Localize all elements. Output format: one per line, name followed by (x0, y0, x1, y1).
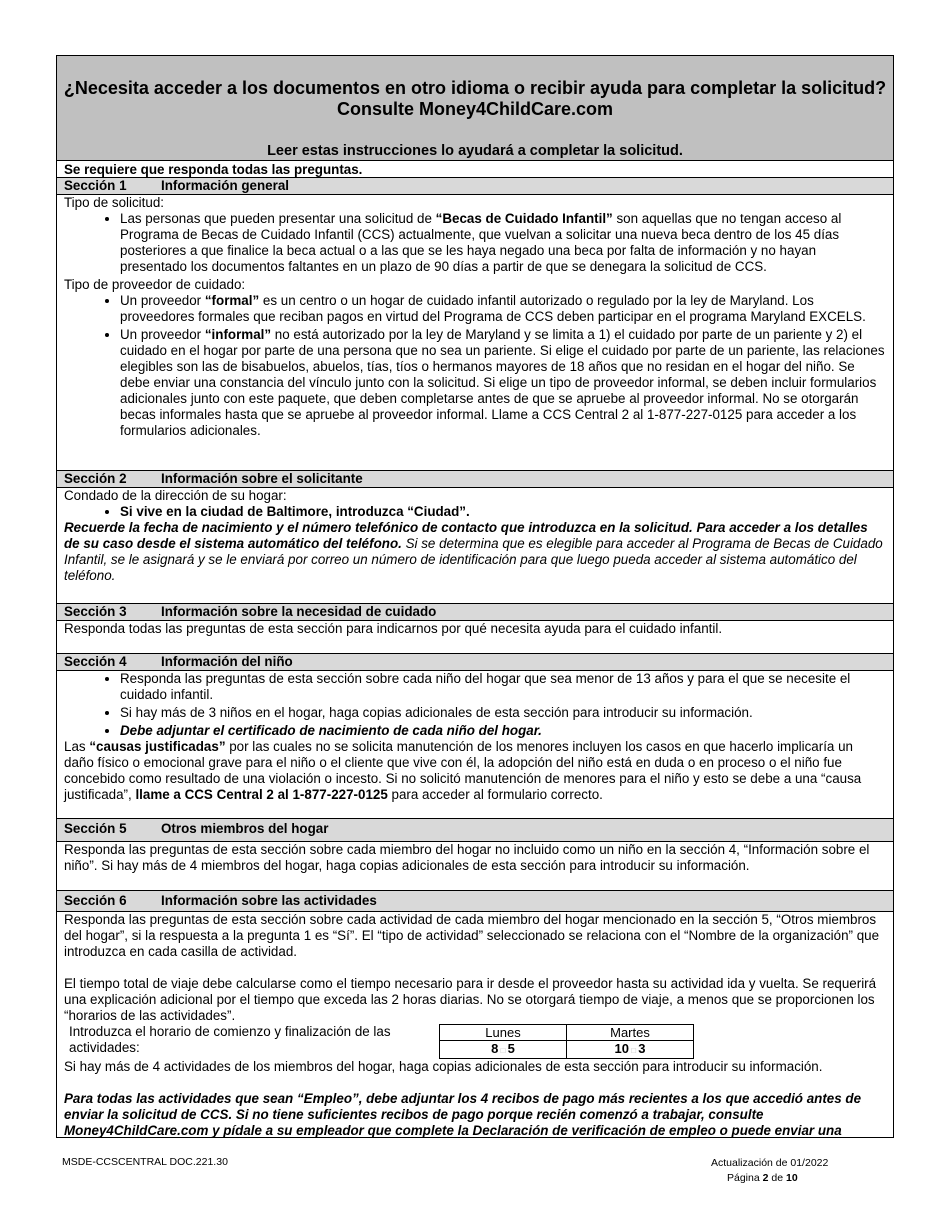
footer-doc-id: MSDE-CCSCENTRAL DOC.221.30 (62, 1156, 228, 1168)
causas-paragraph: Las “causas justificadas” por las cuales no se solicita manutención de los menores incluyen los casos en que hacerlo implicaría un daño físico o emocional grave para el niño o el cliente que vive con él, la adopción del niño está en duda o en proceso o el niño fue concebido como resultado de una violación o incesto. Si no solicitó manutención de menores para el niño y esto se debe a una “causa justificada”, llame a CCS Central 2 al 1-877-227-0125 para acceder al formulario correcto. (64, 739, 862, 802)
section-1-body (57, 195, 893, 471)
list-item: • Un proveedor “formal” es un centro o un hogar de cuidado infantil autorizado o regulado por la ley de Maryland. Los proveedores formales que reciban pagos en virtud del Programa de CCS deben participar en el programa Maryland EXCELS. (120, 293, 886, 325)
section-3-header (57, 604, 893, 621)
condado-label: Condado de la dirección de su hogar: (64, 488, 287, 503)
schedule-hours-tuesday: 10 □ 3 (567, 1041, 694, 1059)
section-5-body: Responda las preguntas de esta sección sobre cada miembro del hogar no incluido como un niño en la sección 4, “Información sobre el niño”. Si hay más de 4 miembros del hogar, haga copias adicionales de esta sección para introducir su información. (57, 842, 893, 891)
section-5-header (57, 819, 893, 842)
section-6-number: Sección 6 (64, 893, 127, 908)
section-1-title: Información general (161, 178, 289, 193)
section-2-title: Información sobre el solicitante (161, 471, 363, 486)
schedule-label: Introduzca el horario de comienzo y finalización de las actividades: (69, 1024, 391, 1055)
tipo-proveedor-label: Tipo de proveedor de cuidado: (64, 277, 246, 292)
footer-right (711, 1156, 828, 1186)
section-5-number: Sección 5 (64, 821, 127, 836)
list-item: • Si vive en la ciudad de Baltimore, introduzca “Ciudad”. (120, 504, 886, 520)
list-item: • Debe adjuntar el certificado de nacimiento de cada niño del hogar. (120, 723, 886, 739)
recuerde-paragraph: Recuerde la fecha de nacimiento y el número telefónico de contacto que introduzca en la solicitud. Para acceder a los detalles de su caso desde el sistema automático del teléfono. Si se determina que es elegible para acceder al Programa de Becas de Cuidado Infantil, se le asignará y se le enviará por correo un número de identificación para que luego pueda acceder al sistema automático del teléfono. (64, 520, 883, 583)
section-2-number: Sección 2 (64, 471, 127, 486)
header-subtitle: Leer estas instrucciones lo ayudará a completar la solicitud. (267, 143, 683, 159)
schedule-row (64, 1024, 886, 1059)
section-4-title: Información del niño (161, 654, 293, 669)
section-6-body: Responda las preguntas de esta sección sobre cada actividad de cada miembro del hogar mencionado en la sección 5, “Otros miembros del hogar”, si la respuesta a la pregunta 1 es “Sí”. El “tipo de actividad” seleccionado se relaciona con el “Nombre de la organización” que introduzca en cada casilla de actividad. El tiempo total de viaje debe calcularse como el tiempo necesario para ir desde el proveedor hasta su actividad ida y vuelta. Se requerirá una explicación adicional por el tiempo que exceda las 2 horas diarias. No se otorgará tiempo de viaje, a menos que se proporcionen los “horarios de las actividades”. Introduzca el horario de comienzo y finalización de las actividades: Lunes Martes 8 □ 5 10 □ 3 Si hay más de 4 actividades de los miembros del hogar, haga copias adicionales de esta sección para introducir su información. Para todas las actividades que sean “Empleo”, debe adjuntar los 4 recibos de pago más recientes a los que accedió antes de enviar la solicitud de CCS. Si no tiene suficientes recibos de pago porque recién comenzó a trabajar, consulte Money4ChildCare.com y pídale a su empleador que complete la Declaración de verificación de empleo o puede enviar una (57, 912, 893, 1138)
proveedor-list (64, 293, 886, 439)
section-3-title: Información sobre la necesidad de cuidado (161, 604, 437, 619)
section-6-title: Información sobre las actividades (161, 893, 377, 908)
section-2-header (57, 471, 893, 488)
section-2-body (57, 488, 893, 604)
schedule-day-tuesday: Martes (567, 1025, 694, 1041)
section-5-title: Otros miembros del hogar (161, 821, 329, 836)
footer-update: Actualización de 01/2022 (711, 1157, 829, 1169)
tipo-solicitud-label: Tipo de solicitud: (64, 195, 164, 210)
schedule-table (439, 1024, 694, 1059)
required-note: Se requiere que responda todas las preguntas. (57, 161, 893, 178)
list-item: • Si hay más de 3 niños en el hogar, haga copias adicionales de esta sección para introducir su información. (120, 705, 886, 721)
instructions-document (56, 55, 894, 1138)
section-1-number: Sección 1 (64, 178, 127, 193)
list-item: • Las personas que pueden presentar una solicitud de “Becas de Cuidado Infantil” son aquellas que no tengan acceso al Programa de Becas de Cuidado Infantil (CCS) actualmente, que vuelvan a solicitar una nueva beca dentro de los 45 días posteriores a que finalice la beca actual o a las que se les haya negado una beca por falta de información y no hayan presentado los documentos faltantes en un plazo de 90 días a partir de que se denegara la solicitud de CCS. (120, 211, 886, 275)
section-6-header (57, 891, 893, 912)
empleo-paragraph: Para todas las actividades que sean “Empleo”, debe adjuntar los 4 recibos de pago más recientes a los que accedió antes de enviar la solicitud de CCS. Si no tiene suficientes recibos de pago porque recién comenzó a trabajar, consulte Money4ChildCare.com y pídale a su empleador que complete la Declaración de verificación de empleo o puede enviar una (64, 1091, 862, 1138)
section-4-number: Sección 4 (64, 654, 127, 669)
list-item: • Responda las preguntas de esta sección sobre cada niño del hogar que sea menor de 13 años y para el que se necesite el cuidado infantil. (120, 671, 886, 703)
section-4-header (57, 654, 893, 671)
schedule-hours-monday: 8 □ 5 (440, 1041, 567, 1059)
page-number: Página 2 de 10 (727, 1172, 798, 1184)
document-header (57, 56, 893, 161)
section-4-body (57, 671, 893, 819)
list-item: • Un proveedor “informal” no está autorizado por la ley de Maryland y se limita a 1) el cuidado por parte de un pariente y 2) el cuidado en el hogar por parte de una persona que no sea un pariente. Si elige el cuidado por parte de un pariente, las relaciones elegibles son las de bisabuelos, abuelos, tías, tíos o hermanos mayores de 18 años que no residan en el hogar del niño. Se debe enviar una constancia del vínculo junto con la solicitud. Si elige un tipo de proveedor informal, se deben incluir formularios adicionales junto con este paquete, que deben completarse antes de que se apruebe al proveedor informal. No se otorgarán becas informales hasta que se apruebe al proveedor informal. Llame a CCS Central 2 al 1-877-227-0125 para acceder a los formularios adicionales. (120, 327, 886, 439)
section-1-header (57, 178, 893, 195)
header-title: ¿Necesita acceder a los documentos en otro idioma o recibir ayuda para completar la solicitud? Consulte Money4ChildCare.com (63, 78, 887, 119)
section-3-number: Sección 3 (64, 604, 127, 619)
section-3-body: Responda todas las preguntas de esta sección para indicarnos por qué necesita ayuda para el cuidado infantil. (57, 621, 893, 654)
schedule-day-monday: Lunes (440, 1025, 567, 1041)
solicitud-list (64, 211, 886, 275)
